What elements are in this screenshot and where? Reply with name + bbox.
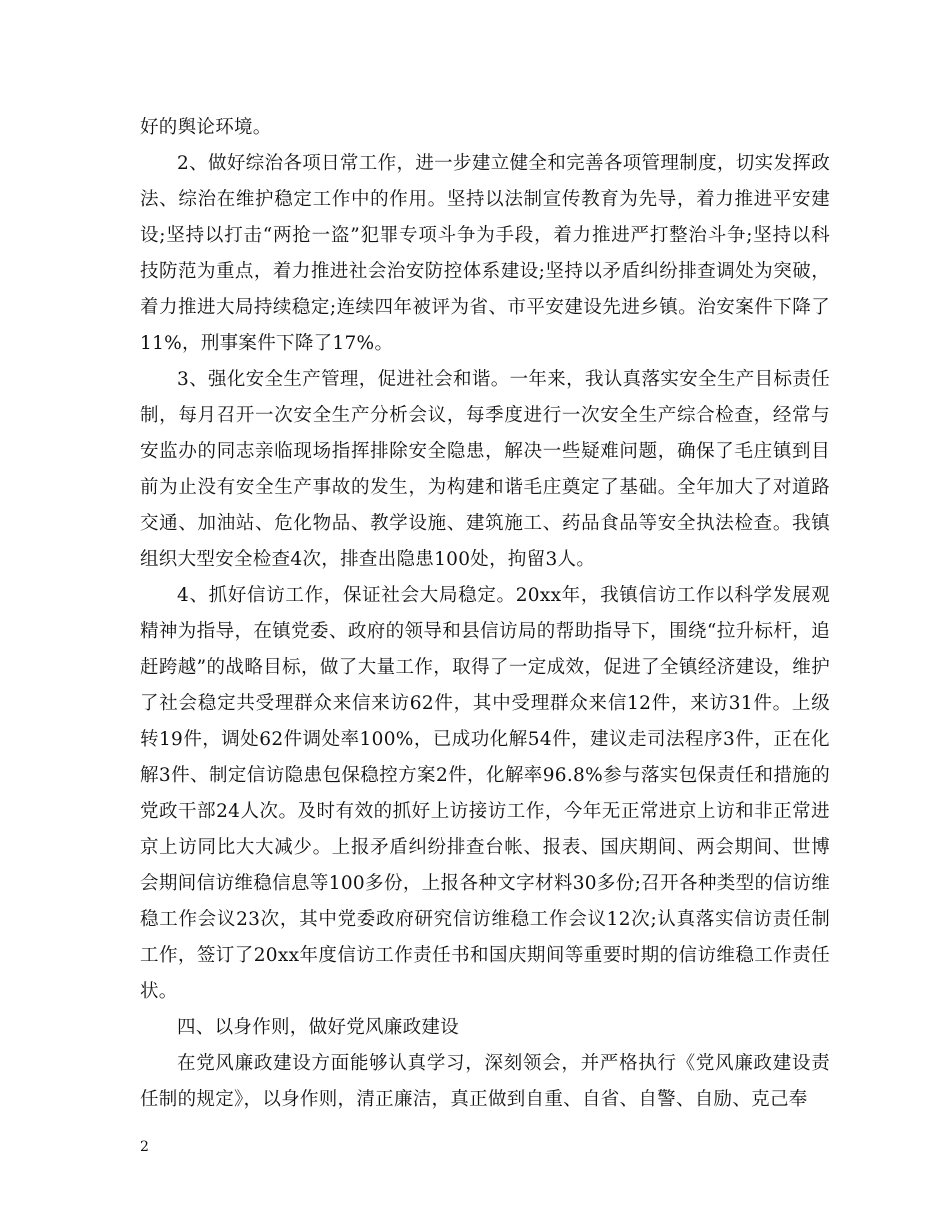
page-number: 2 bbox=[140, 1139, 149, 1155]
section-heading-4: 四、以身作则，做好党风廉政建设 bbox=[177, 1017, 460, 1038]
page-body bbox=[140, 110, 830, 1118]
paragraph-item-4: 4、抓好信访工作，保证社会大局稳定。20xx年，我镇信访工作以科学发展观精神为指导，在镇党委、政府的领导和县信访局的帮助指导下，围绕“拉升标杆，追赶跨越”的战略目标，做了大量工作，取得了一定成效，促进了全镇经济建设，维护了社会稳定共受理群众来信来访62件，其中受理群众来信12件，来访31件。上级转19件，调处62件调处率100%，已成功化解54件，建议走司法程序3件，正在化解3件、制定信访隐患包保稳控方案2件，化解率96.8%参与落实包保责任和措施的党政干部24人次。及时有效的抓好上访接访工作，今年无正常进京上访和非正常进京上访同比大大减少。上报矛盾纠纷排查台帐、报表、国庆期间、两会期间、世博会期间信访维稳信息等100多份，上报各种文字材料30多份;召开各种类型的信访维稳工作会议23次，其中党委政府研究信访维稳工作会议12次;认真落实信访责任制工作，签订了20xx年度信访工作责任书和国庆期间等重要时期的信访维稳工作责任状。 bbox=[140, 585, 830, 1002]
paragraph-item-3: 3、强化安全生产管理，促进社会和谐。一年来，我认真落实安全生产目标责任制，每月召开一次安全生产分析会议，每季度进行一次安全生产综合检查，经常与安监办的同志亲临现场指挥排除安全隐患，解决一些疑难问题，确保了毛庄镇到目前为止没有安全生产事故的发生，为构建和谐毛庄奠定了基础。全年加大了对道路交通、加油站、危化物品、教学设施、建筑施工、药品食品等安全执法检查。我镇组织大型安全检查4次，排查出隐患100处，拘留3人。 bbox=[140, 369, 830, 570]
paragraph-item-2: 2、做好综治各项日常工作，进一步建立健全和完善各项管理制度，切实发挥政法、综治在维护稳定工作中的作用。坚持以法制宣传教育为先导，着力推进平安建设;坚持以打击“两抢一盗”犯罪专项斗争为手段，着力推进严打整治斗争;坚持以科技防范为重点，着力推进社会治安防控体系建设;坚持以矛盾纠纷排查调处为突破，着力推进大局持续稳定;连续四年被评为省、市平安建设先进乡镇。治安案件下降了11%，刑事案件下降了17%。 bbox=[140, 153, 830, 354]
paragraph-section-4-body: 在党风廉政建设方面能够认真学习，深刻领会，并严格执行《党风廉政建设责任制的规定》，以身作则，清正廉洁，真正做到自重、自省、自警、自励、克己奉 bbox=[140, 1053, 830, 1110]
paragraph-continuation: 好的舆论环境。 bbox=[140, 117, 272, 138]
